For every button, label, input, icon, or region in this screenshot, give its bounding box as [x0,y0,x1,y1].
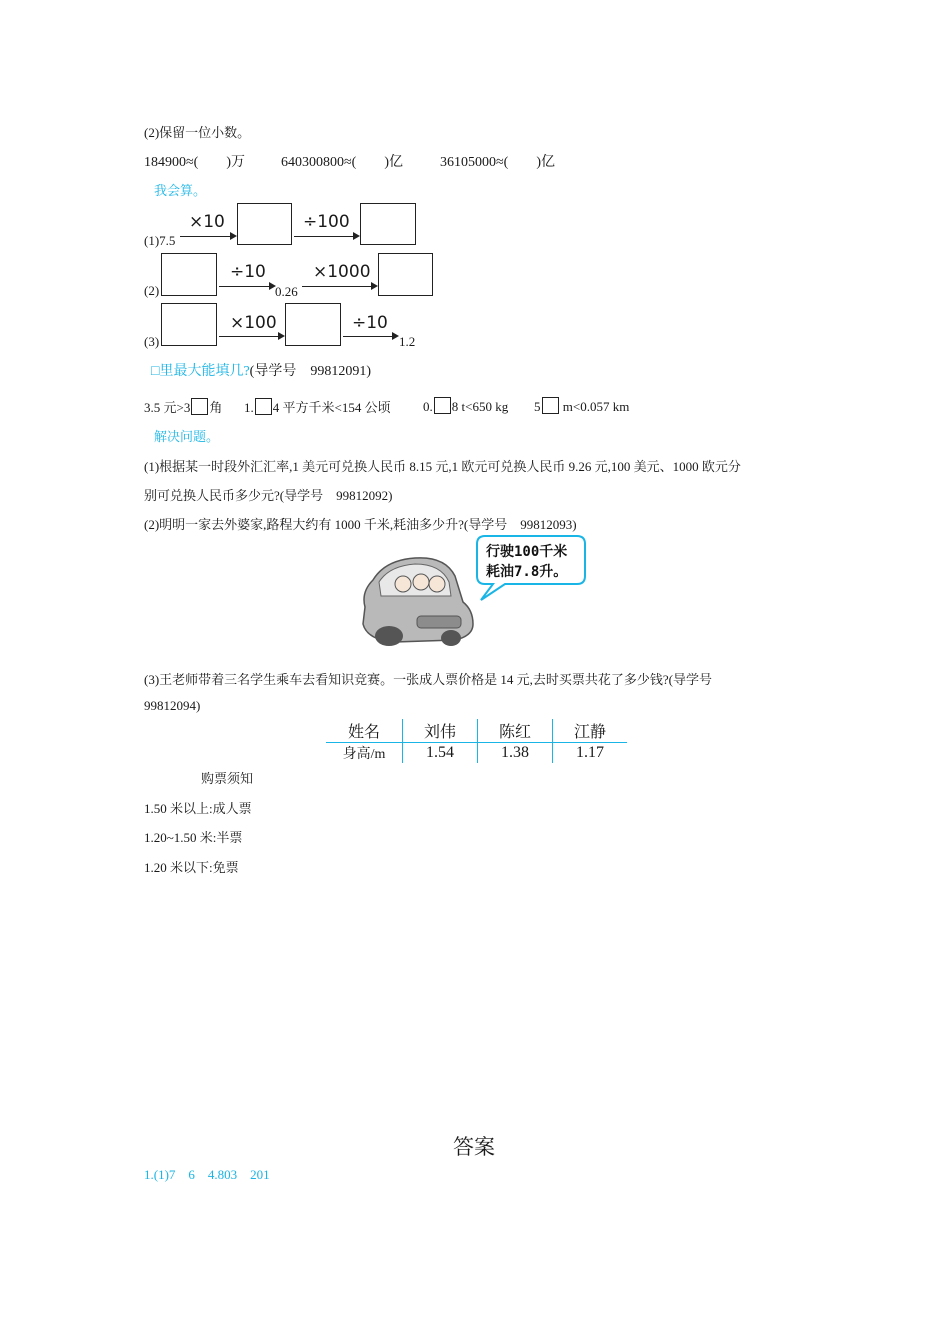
bubble-line-2: 耗油7.8升。 [486,564,568,580]
fill-box[interactable] [434,397,451,414]
answer-box[interactable] [360,203,416,245]
maxfill-item-text: m<0.057 km [562,399,630,414]
table-cell: 1.54 [403,743,478,764]
table-header-cell: 刘伟 [403,719,478,743]
maxfill-header-ref: (导学号 99812091) [249,364,371,379]
round-item-2: 640300800≈( )亿 [281,155,404,170]
round-question-title: (2)保留一位小数。 [144,125,251,140]
answer-box[interactable] [161,253,217,296]
arrow [302,286,376,287]
arrow [219,286,274,287]
table-header-cell: 陈红 [478,719,553,743]
table-header-cell: 姓名 [326,719,403,743]
calc-row2-label: (2) [144,283,160,298]
ticket-rule: 1.20 米以下:免票 [144,860,239,875]
calc-row1-op1: ×10 [189,212,225,232]
calc-row3-op2: ÷10 [352,313,388,333]
maxfill-item-text: 0. [423,399,433,414]
calc-row2-mid-value: 0.26 [275,284,298,299]
arrow [343,336,397,337]
answer-box[interactable] [237,203,292,245]
maxfill-item-text: 1. [244,400,254,415]
solve-p3-line2: 99812094) [144,698,201,713]
person-head-icon [413,574,429,590]
answers-line-1: 1.(1)7 6 4.803 201 [144,1167,270,1182]
calc-row1-label: (1)7.5 [144,233,176,248]
calc-row1-op2: ÷100 [303,212,350,232]
answer-box[interactable] [161,303,217,346]
answer-box[interactable] [378,253,433,296]
height-table [326,719,627,763]
car-wheel [375,626,403,646]
maxfill-item-2 [244,397,391,416]
fill-box[interactable] [191,398,208,415]
table-row [326,743,627,764]
maxfill-header [151,360,371,380]
maxfill-item-3 [423,397,508,415]
car-grille [417,616,461,628]
maxfill-item-text: 5 [534,399,541,414]
solve-section-header: 解决问题。 [154,429,220,444]
answers-title: 答案 [453,1135,495,1159]
solve-p1-line2: 别可兑换人民币多少元?(导学号 99812092) [144,488,393,503]
table-header-cell: 江静 [553,719,628,743]
person-head-icon [395,576,411,592]
maxfill-header-title: □里最大能填几? [151,364,250,379]
fill-box[interactable] [255,398,272,415]
fill-box[interactable] [542,397,559,414]
solve-p1-line1: (1)根据某一时段外汇汇率,1 美元可兑换人民币 8.15 元,1 欧元可兑换人民币 9.26 元,100 美元、1000 欧元分 [144,459,741,474]
maxfill-item-text: 4 平方千米<154 公顷 [272,400,391,415]
table-cell: 身高/m [326,743,403,764]
person-head-icon [429,576,445,592]
calc-row3-op1: ×100 [230,313,277,333]
round-item-3: 36105000≈( )亿 [440,155,556,170]
ticket-rule: 1.20~1.50 米:半票 [144,830,243,845]
maxfill-item-4 [534,397,629,415]
arrow [219,336,283,337]
calc-row2-op2: ×1000 [313,262,371,282]
table-cell: 1.38 [478,743,553,764]
solve-p2: (2)明明一家去外婆家,路程大约有 1000 千米,耗油多少升?(导学号 99812093) [144,517,577,532]
arrow [180,236,235,237]
table-cell: 1.17 [576,744,604,761]
calc-row2-op1: ÷10 [230,262,266,282]
arrow [294,236,358,237]
ticket-notice-title: 购票须知 [201,771,254,786]
calc-row3-label: (3) [144,334,160,349]
solve-p3-line1: (3)王老师带着三名学生乘车去看知识竞赛。一张成人票价格是 14 元,去时买票共花了多少钱?(导学号 [144,672,713,687]
ticket-rule: 1.50 米以上:成人票 [144,801,252,816]
calc-row3-end-value: 1.2 [399,334,416,349]
bubble-line-1: 行驶100千米 [486,544,568,560]
answer-box[interactable] [285,303,341,346]
round-item-1: 184900≈( )万 [144,155,246,170]
maxfill-item-text: 8 t<650 kg [451,399,509,414]
calc-section-header: 我会算。 [154,183,207,198]
maxfill-item-text: 3.5 元>3 [144,400,191,415]
table-header-row [326,719,627,743]
car-family-illustration [355,532,595,652]
maxfill-item-1 [144,397,222,416]
car-wheel [441,630,461,646]
maxfill-item-text: 角 [209,400,223,415]
